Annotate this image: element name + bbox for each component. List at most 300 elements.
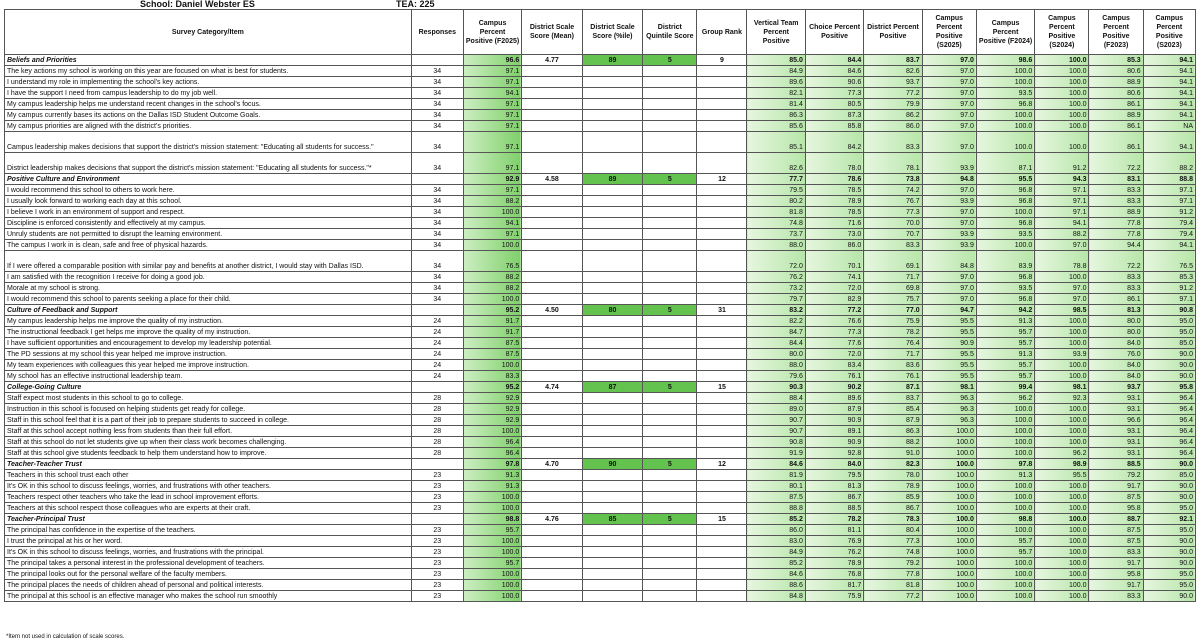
- cell-s24: 97.0: [1035, 294, 1089, 305]
- cell-f23: 72.2: [1089, 251, 1143, 272]
- cell-s24: 100.0: [1035, 316, 1089, 327]
- cell-s23: 90.0: [1143, 481, 1195, 492]
- cell-choice: 78.9: [805, 558, 863, 569]
- cell-pct: [582, 349, 642, 360]
- cell-dist: 69.1: [864, 251, 922, 272]
- item-label: I have the support I need from campus leadership to do my job well.: [5, 88, 412, 99]
- cell-f24: 99.4: [976, 382, 1034, 393]
- cell-rank: [697, 360, 747, 371]
- cell-pct: [582, 591, 642, 602]
- cell-vt: 79.5: [747, 185, 805, 196]
- cell-f24: 100.0: [976, 207, 1034, 218]
- cell-campus: 100.0: [463, 360, 521, 371]
- item-label: My school has an effective instructional leadership team.: [5, 371, 412, 382]
- cell-s23: 91.2: [1143, 207, 1195, 218]
- cell-f24: 87.1: [976, 153, 1034, 174]
- cell-s24: 100.0: [1035, 547, 1089, 558]
- cell-f24: 100.0: [976, 437, 1034, 448]
- cell-choice: 82.9: [805, 294, 863, 305]
- cell-s23: 94.1: [1143, 77, 1195, 88]
- cell-responses: 34: [411, 185, 463, 196]
- header-row: [5, 10, 1196, 55]
- cell-f23: 86.1: [1089, 294, 1143, 305]
- cell-s25: 97.0: [922, 132, 976, 153]
- cell-rank: [697, 448, 747, 459]
- cell-campus: 95.7: [463, 525, 521, 536]
- cell-rank: [697, 153, 747, 174]
- item-label: Teacher-Principal Trust: [5, 514, 412, 525]
- cell-s24: 100.0: [1035, 437, 1089, 448]
- cell-f24: 95.7: [976, 327, 1034, 338]
- cell-rank: [697, 415, 747, 426]
- cell-mean: [522, 536, 582, 547]
- cell-quint: [643, 66, 697, 77]
- cell-mean: [522, 240, 582, 251]
- cell-rank: [697, 207, 747, 218]
- cell-quint: [643, 283, 697, 294]
- cell-rank: [697, 121, 747, 132]
- cell-s24: 96.2: [1035, 448, 1089, 459]
- cell-dist: 79.2: [864, 558, 922, 569]
- cell-rank: [697, 294, 747, 305]
- cell-dist: 86.3: [864, 426, 922, 437]
- cell-quint: [643, 448, 697, 459]
- cell-pct: [582, 327, 642, 338]
- cell-choice: 78.9: [805, 196, 863, 207]
- cell-campus: 97.1: [463, 77, 521, 88]
- cell-f24: 94.2: [976, 305, 1034, 316]
- cell-f23: 91.7: [1089, 481, 1143, 492]
- table-row: [5, 185, 1196, 196]
- cell-choice: 77.2: [805, 305, 863, 316]
- cell-mean: [522, 207, 582, 218]
- table-row: [5, 547, 1196, 558]
- item-label: The principal looks out for the personal welfare of the faculty members.: [5, 569, 412, 580]
- cell-responses: 34: [411, 153, 463, 174]
- cell-rank: [697, 580, 747, 591]
- cell-campus: 97.1: [463, 99, 521, 110]
- footnote: *Item not used in calculation of scale scores.: [6, 634, 125, 640]
- cell-choice: 77.3: [805, 88, 863, 99]
- cell-mean: [522, 185, 582, 196]
- table-row: [5, 99, 1196, 110]
- cell-f23: 83.3: [1089, 547, 1143, 558]
- cell-mean: [522, 327, 582, 338]
- cell-mean: 4.70: [522, 459, 582, 470]
- column-header: Group Rank: [697, 10, 747, 55]
- cell-dist: 85.9: [864, 492, 922, 503]
- cell-campus: 100.0: [463, 207, 521, 218]
- cell-campus: 98.8: [463, 514, 521, 525]
- cell-s24: 91.2: [1035, 153, 1089, 174]
- cell-s23: 97.1: [1143, 185, 1195, 196]
- item-label: It's OK in this school to discuss feelings, worries, and frustrations with other teachers.: [5, 481, 412, 492]
- cell-pct: [582, 66, 642, 77]
- cell-f24: 100.0: [976, 66, 1034, 77]
- cell-vt: 85.0: [747, 55, 805, 66]
- cell-dist: 82.3: [864, 459, 922, 470]
- cell-f23: 87.5: [1089, 492, 1143, 503]
- cell-s23: 85.0: [1143, 470, 1195, 481]
- cell-s23: 97.1: [1143, 196, 1195, 207]
- cell-campus: 87.5: [463, 338, 521, 349]
- cell-rank: [697, 185, 747, 196]
- table-row: [5, 415, 1196, 426]
- cell-choice: 74.1: [805, 272, 863, 283]
- cell-vt: 74.8: [747, 218, 805, 229]
- cell-campus: 100.0: [463, 580, 521, 591]
- table-row: [5, 132, 1196, 153]
- cell-quint: [643, 580, 697, 591]
- cell-mean: [522, 77, 582, 88]
- cell-choice: 90.2: [805, 382, 863, 393]
- category-row: [5, 382, 1196, 393]
- cell-vt: 84.9: [747, 66, 805, 77]
- cell-s25: 93.9: [922, 153, 976, 174]
- cell-s24: 100.0: [1035, 558, 1089, 569]
- cell-vt: 87.5: [747, 492, 805, 503]
- item-label: My campus leadership helps me understand recent changes in the school's focus.: [5, 99, 412, 110]
- cell-s25: 94.7: [922, 305, 976, 316]
- cell-dist: 77.8: [864, 569, 922, 580]
- cell-s24: 100.0: [1035, 272, 1089, 283]
- cell-rank: [697, 338, 747, 349]
- cell-pct: 87: [582, 382, 642, 393]
- cell-responses: 34: [411, 132, 463, 153]
- cell-choice: 76.1: [805, 371, 863, 382]
- cell-dist: 77.3: [864, 207, 922, 218]
- column-header: District Scale Score (Mean): [522, 10, 582, 55]
- cell-rank: [697, 316, 747, 327]
- cell-s24: 95.5: [1035, 470, 1089, 481]
- item-label: Staff at this school give students feedback to help them understand how to improve.: [5, 448, 412, 459]
- cell-mean: [522, 251, 582, 272]
- cell-f23: 94.4: [1089, 240, 1143, 251]
- cell-rank: 9: [697, 55, 747, 66]
- table-row: [5, 327, 1196, 338]
- cell-s25: 100.0: [922, 536, 976, 547]
- cell-f23: 93.1: [1089, 393, 1143, 404]
- cell-f24: 95.7: [976, 360, 1034, 371]
- cell-s23: NA: [1143, 121, 1195, 132]
- cell-s25: 100.0: [922, 437, 976, 448]
- cell-f24: 98.6: [976, 55, 1034, 66]
- cell-choice: 81.3: [805, 481, 863, 492]
- cell-s23: 96.4: [1143, 426, 1195, 437]
- table-row: [5, 110, 1196, 121]
- cell-f23: 83.1: [1089, 174, 1143, 185]
- cell-responses: 23: [411, 503, 463, 514]
- cell-f23: 81.3: [1089, 305, 1143, 316]
- cell-rank: [697, 481, 747, 492]
- cell-quint: 5: [643, 514, 697, 525]
- cell-s25: 95.5: [922, 316, 976, 327]
- cell-dist: 86.0: [864, 121, 922, 132]
- cell-choice: 70.1: [805, 251, 863, 272]
- cell-quint: [643, 240, 697, 251]
- cell-quint: 5: [643, 382, 697, 393]
- cell-f23: 96.6: [1089, 415, 1143, 426]
- item-label: Beliefs and Priorities: [5, 55, 412, 66]
- column-header: Choice Percent Positive: [805, 10, 863, 55]
- item-label: The key actions my school is working on this year are focused on what is best for students.: [5, 66, 412, 77]
- cell-pct: 85: [582, 514, 642, 525]
- cell-rank: [697, 536, 747, 547]
- cell-responses: 34: [411, 77, 463, 88]
- cell-s25: 100.0: [922, 580, 976, 591]
- item-label: My campus priorities are aligned with the district's priorities.: [5, 121, 412, 132]
- cell-f24: 98.8: [976, 514, 1034, 525]
- cell-s23: 95.0: [1143, 580, 1195, 591]
- cell-quint: [643, 360, 697, 371]
- cell-s25: 90.9: [922, 338, 976, 349]
- cell-responses: 34: [411, 294, 463, 305]
- cell-s25: 100.0: [922, 503, 976, 514]
- cell-pct: [582, 492, 642, 503]
- cell-s25: 97.0: [922, 110, 976, 121]
- cell-choice: 72.0: [805, 349, 863, 360]
- cell-s23: 90.0: [1143, 459, 1195, 470]
- cell-s25: 100.0: [922, 591, 976, 602]
- cell-f24: 100.0: [976, 240, 1034, 251]
- cell-choice: 90.6: [805, 77, 863, 88]
- cell-s25: 84.8: [922, 251, 976, 272]
- table-row: [5, 153, 1196, 174]
- cell-s25: 100.0: [922, 448, 976, 459]
- cell-responses: 28: [411, 415, 463, 426]
- table-row: [5, 207, 1196, 218]
- table-row: [5, 437, 1196, 448]
- item-label: The principal at this school is an effective manager who makes the school run smoothly: [5, 591, 412, 602]
- cell-campus: 91.7: [463, 327, 521, 338]
- cell-s25: 97.0: [922, 66, 976, 77]
- cell-dist: 81.8: [864, 580, 922, 591]
- cell-f24: 93.5: [976, 88, 1034, 99]
- cell-f23: 88.9: [1089, 110, 1143, 121]
- cell-s25: 97.0: [922, 99, 976, 110]
- cell-s24: 100.0: [1035, 503, 1089, 514]
- cell-pct: [582, 251, 642, 272]
- cell-s25: 96.3: [922, 404, 976, 415]
- cell-campus: 100.0: [463, 294, 521, 305]
- cell-f24: 100.0: [976, 415, 1034, 426]
- table-row: [5, 591, 1196, 602]
- cell-s24: 88.2: [1035, 229, 1089, 240]
- table-row: [5, 338, 1196, 349]
- cell-f24: 96.8: [976, 99, 1034, 110]
- cell-rank: [697, 426, 747, 437]
- cell-campus: 96.4: [463, 437, 521, 448]
- cell-pct: [582, 196, 642, 207]
- cell-choice: 76.2: [805, 547, 863, 558]
- cell-s24: 100.0: [1035, 404, 1089, 415]
- cell-s23: 94.1: [1143, 99, 1195, 110]
- item-label: Teachers in this school trust each other: [5, 470, 412, 481]
- cell-f23: 88.5: [1089, 459, 1143, 470]
- cell-choice: 71.6: [805, 218, 863, 229]
- cell-s23: 90.0: [1143, 591, 1195, 602]
- item-label: If I were offered a comparable position with similar pay and benefits at another district, I would stay with Dallas ISD.: [5, 251, 412, 272]
- cell-f23: 84.0: [1089, 338, 1143, 349]
- cell-dist: 91.0: [864, 448, 922, 459]
- cell-vt: 86.0: [747, 525, 805, 536]
- cell-choice: 81.1: [805, 525, 863, 536]
- cell-vt: 86.3: [747, 110, 805, 121]
- cell-s24: 100.0: [1035, 360, 1089, 371]
- cell-choice: 84.2: [805, 132, 863, 153]
- cell-quint: [643, 327, 697, 338]
- cell-responses: 28: [411, 437, 463, 448]
- cell-rank: [697, 66, 747, 77]
- cell-rank: [697, 569, 747, 580]
- cell-f23: 91.7: [1089, 558, 1143, 569]
- column-header: Campus Percent Positive (F2024): [976, 10, 1034, 55]
- cell-campus: 88.2: [463, 283, 521, 294]
- cell-s25: 97.0: [922, 77, 976, 88]
- cell-f23: 80.6: [1089, 66, 1143, 77]
- cell-s23: 90.0: [1143, 349, 1195, 360]
- cell-responses: [411, 55, 463, 66]
- cell-s25: 100.0: [922, 470, 976, 481]
- category-row: [5, 55, 1196, 66]
- cell-f23: 80.0: [1089, 327, 1143, 338]
- cell-s25: 100.0: [922, 459, 976, 470]
- table-row: [5, 503, 1196, 514]
- cell-mean: [522, 110, 582, 121]
- cell-s24: 100.0: [1035, 121, 1089, 132]
- cell-mean: [522, 393, 582, 404]
- cell-responses: 24: [411, 338, 463, 349]
- cell-s24: 100.0: [1035, 536, 1089, 547]
- cell-choice: 76.9: [805, 536, 863, 547]
- cell-campus: 100.0: [463, 492, 521, 503]
- cell-campus: 95.2: [463, 382, 521, 393]
- cell-mean: [522, 349, 582, 360]
- table-row: [5, 283, 1196, 294]
- cell-f24: 91.3: [976, 349, 1034, 360]
- cell-f23: 87.5: [1089, 536, 1143, 547]
- cell-s24: 100.0: [1035, 525, 1089, 536]
- cell-responses: [411, 382, 463, 393]
- cell-responses: [411, 514, 463, 525]
- cell-s23: 90.0: [1143, 371, 1195, 382]
- cell-f24: 96.8: [976, 185, 1034, 196]
- item-label: The principal takes a personal interest in the professional development of teachers.: [5, 558, 412, 569]
- cell-f23: 88.9: [1089, 207, 1143, 218]
- cell-s24: 100.0: [1035, 132, 1089, 153]
- cell-s23: 76.5: [1143, 251, 1195, 272]
- cell-f24: 95.7: [976, 536, 1034, 547]
- cell-responses: 23: [411, 591, 463, 602]
- table-row: [5, 229, 1196, 240]
- cell-vt: 90.8: [747, 437, 805, 448]
- cell-campus: 91.3: [463, 470, 521, 481]
- cell-quint: [643, 153, 697, 174]
- cell-dist: 78.9: [864, 481, 922, 492]
- cell-pct: [582, 207, 642, 218]
- cell-quint: [643, 349, 697, 360]
- cell-s25: 100.0: [922, 514, 976, 525]
- item-label: Teachers at this school respect those colleagues who are experts at their craft.: [5, 503, 412, 514]
- cell-s23: 96.4: [1143, 448, 1195, 459]
- cell-s25: 95.5: [922, 327, 976, 338]
- cell-choice: 86.7: [805, 492, 863, 503]
- cell-responses: 34: [411, 240, 463, 251]
- cell-f23: 83.3: [1089, 283, 1143, 294]
- cell-quint: [643, 294, 697, 305]
- cell-pct: [582, 360, 642, 371]
- cell-vt: 72.0: [747, 251, 805, 272]
- category-row: [5, 459, 1196, 470]
- cell-s24: 92.3: [1035, 393, 1089, 404]
- column-header: Campus Percent Positive (S2024): [1035, 10, 1089, 55]
- cell-campus: 100.0: [463, 569, 521, 580]
- cell-mean: [522, 88, 582, 99]
- cell-f23: 80.0: [1089, 316, 1143, 327]
- cell-quint: [643, 591, 697, 602]
- cell-rank: [697, 525, 747, 536]
- item-label: Teacher-Teacher Trust: [5, 459, 412, 470]
- cell-choice: 83.4: [805, 360, 863, 371]
- cell-vt: 84.6: [747, 569, 805, 580]
- item-label: District leadership makes decisions that support the district's mission statement: "Educating all students for success."*: [5, 153, 412, 174]
- cell-pct: [582, 470, 642, 481]
- cell-responses: 23: [411, 525, 463, 536]
- cell-mean: [522, 283, 582, 294]
- cell-pct: [582, 448, 642, 459]
- cell-vt: 83.0: [747, 536, 805, 547]
- cell-rank: [697, 591, 747, 602]
- cell-mean: [522, 580, 582, 591]
- cell-mean: [522, 229, 582, 240]
- cell-pct: [582, 240, 642, 251]
- cell-responses: 34: [411, 283, 463, 294]
- cell-campus: 83.3: [463, 371, 521, 382]
- cell-s24: 97.0: [1035, 240, 1089, 251]
- cell-mean: 4.77: [522, 55, 582, 66]
- item-label: Staff in this school feel that it is a part of their job to prepare students to succeed in college.: [5, 415, 412, 426]
- cell-vt: 79.6: [747, 371, 805, 382]
- cell-s24: 100.0: [1035, 415, 1089, 426]
- cell-dist: 78.3: [864, 514, 922, 525]
- cell-dist: 88.2: [864, 437, 922, 448]
- cell-choice: 76.6: [805, 316, 863, 327]
- cell-rank: [697, 349, 747, 360]
- item-label: Discipline is enforced consistently and effectively at my campus.: [5, 218, 412, 229]
- cell-mean: [522, 591, 582, 602]
- cell-vt: 85.1: [747, 132, 805, 153]
- cell-f23: 84.0: [1089, 371, 1143, 382]
- item-label: I have sufficient opportunities and encouragement to develop my leadership potential.: [5, 338, 412, 349]
- cell-s24: 98.5: [1035, 305, 1089, 316]
- cell-rank: 15: [697, 514, 747, 525]
- cell-vt: 85.2: [747, 514, 805, 525]
- column-header: Campus Percent Positive (S2023): [1143, 10, 1195, 55]
- cell-responses: 23: [411, 536, 463, 547]
- cell-quint: [643, 547, 697, 558]
- cell-s23: 94.1: [1143, 55, 1195, 66]
- cell-s24: 97.0: [1035, 283, 1089, 294]
- cell-dist: 85.4: [864, 404, 922, 415]
- cell-s24: 97.1: [1035, 207, 1089, 218]
- cell-s24: 100.0: [1035, 591, 1089, 602]
- cell-dist: 69.8: [864, 283, 922, 294]
- cell-s23: 88.2: [1143, 153, 1195, 174]
- cell-s24: 98.9: [1035, 459, 1089, 470]
- cell-campus: 97.1: [463, 229, 521, 240]
- cell-f24: 95.7: [976, 547, 1034, 558]
- cell-quint: [643, 316, 697, 327]
